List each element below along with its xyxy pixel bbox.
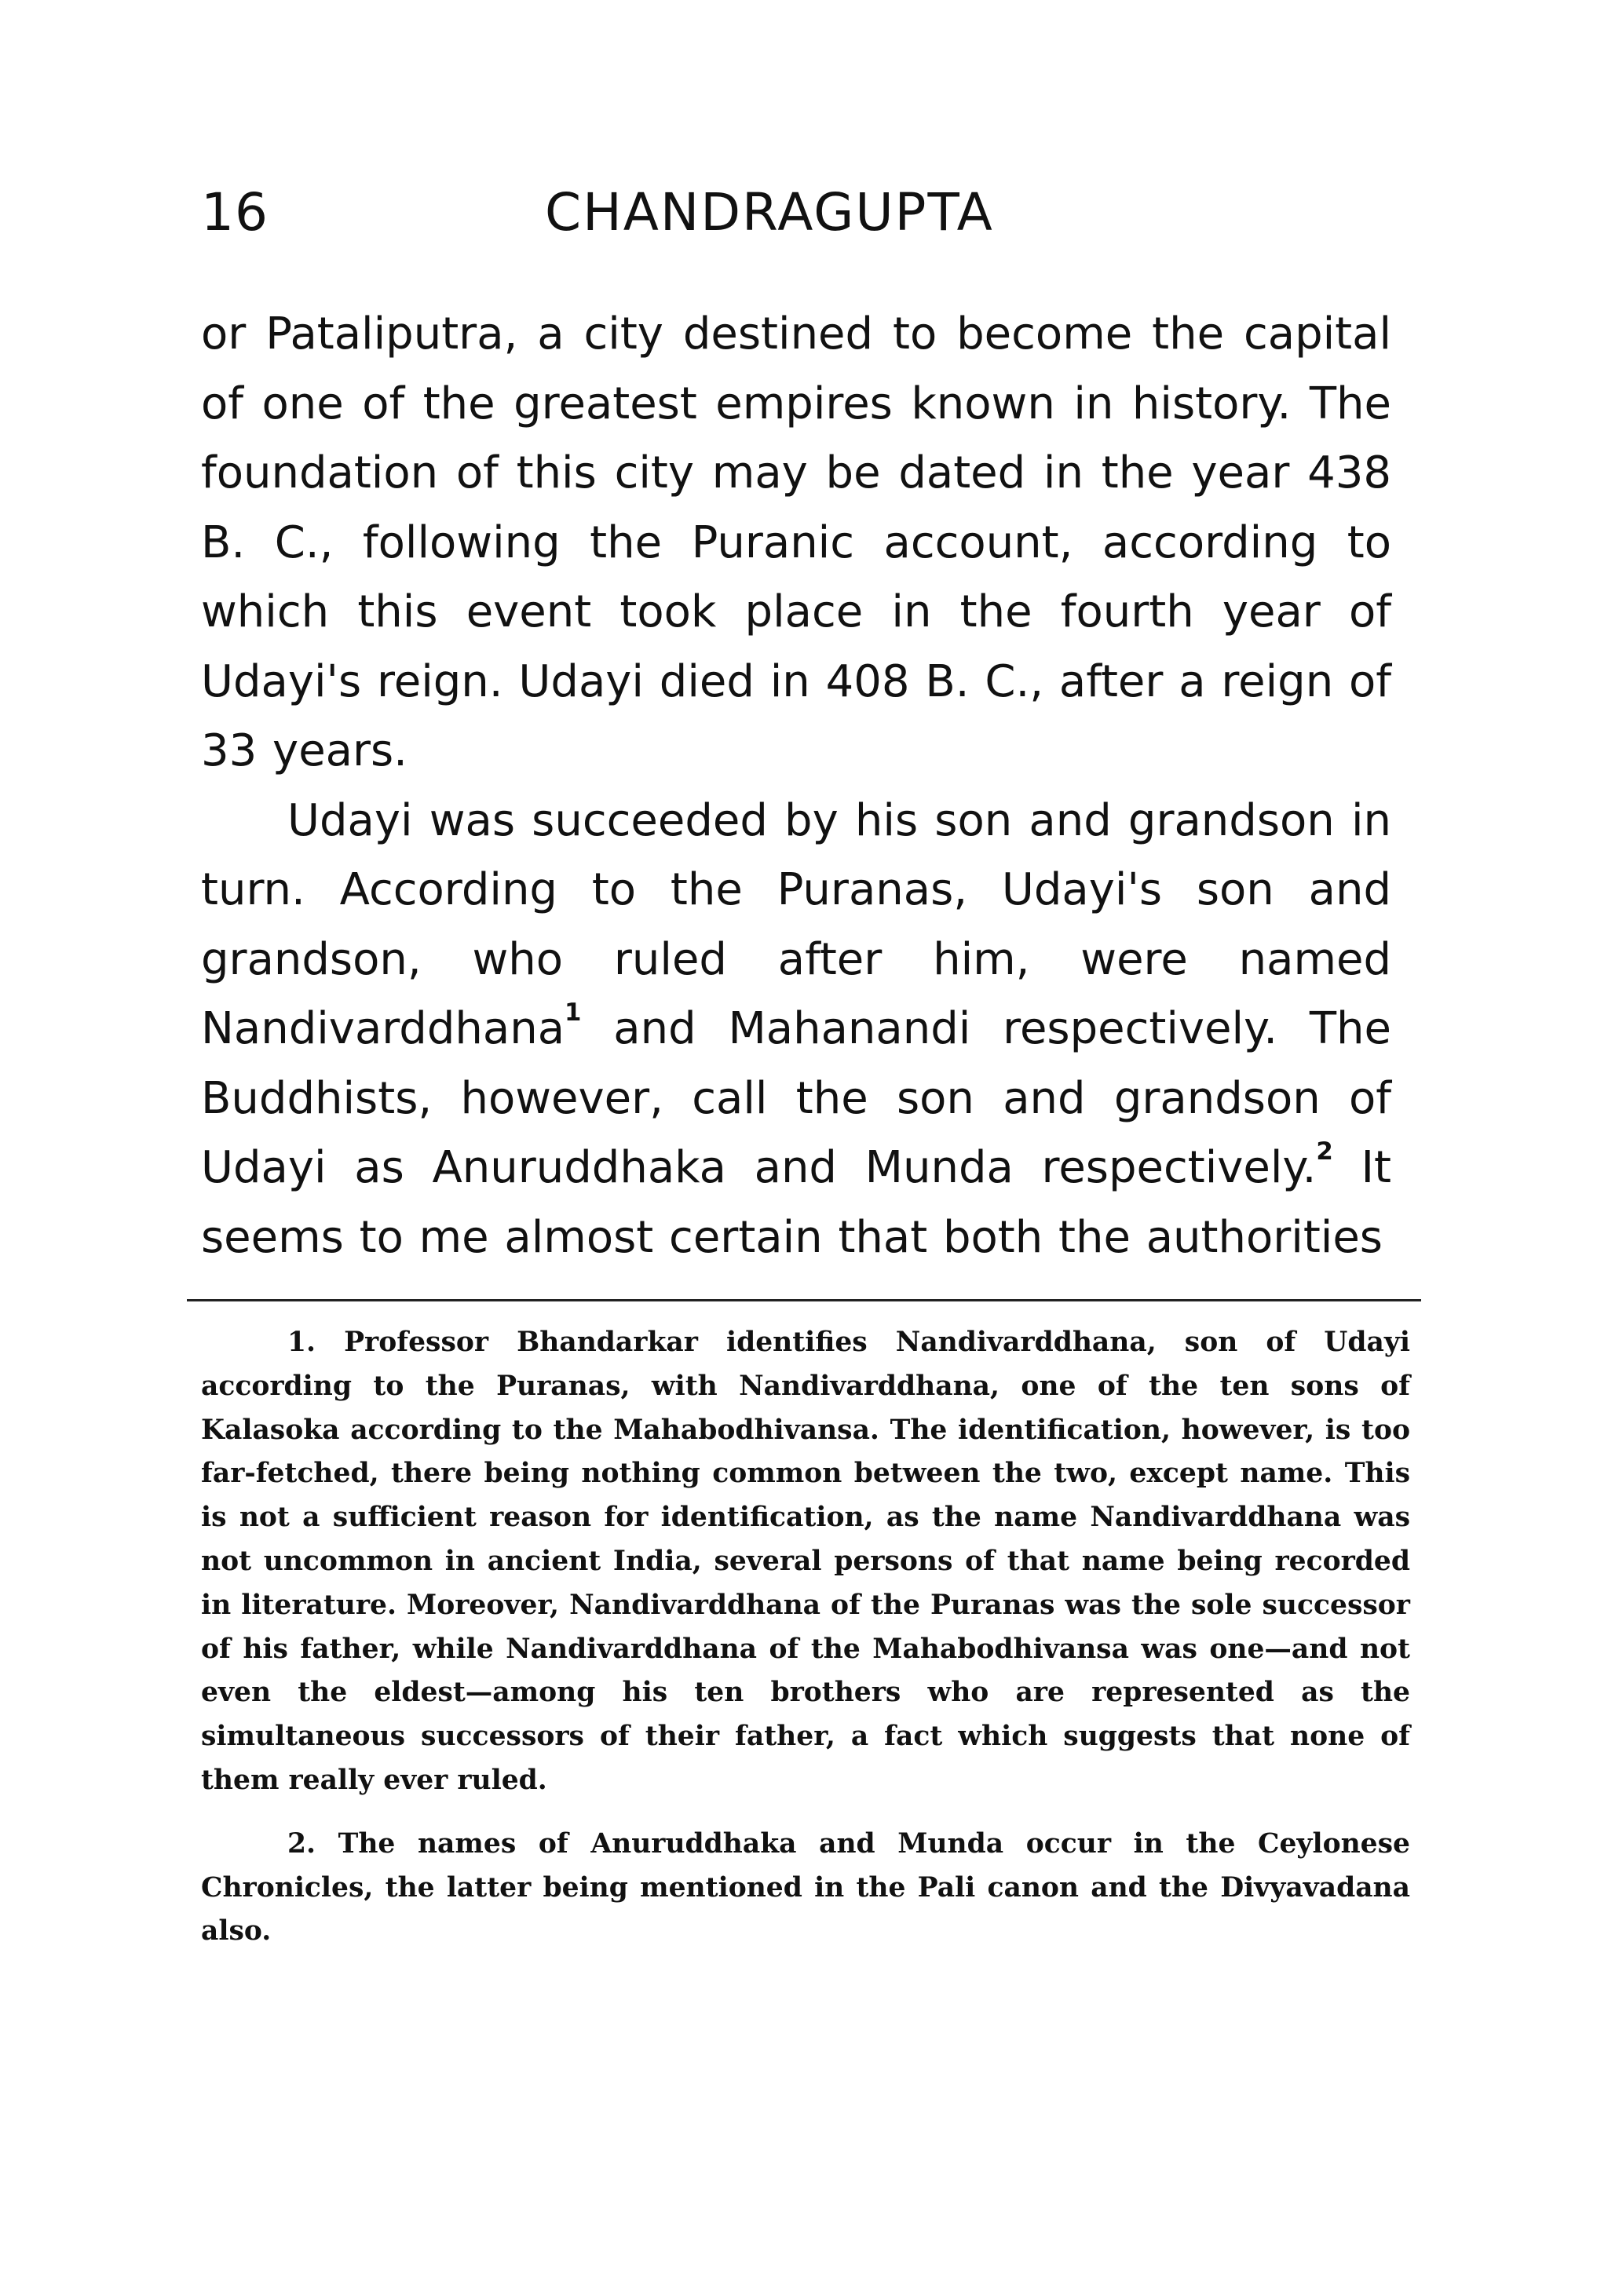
paragraph-1: or Pataliputra, a city destined to become the capital of one of the greatest empires known in history. The foundation of this city may be dated in the year 438 B. C., following the Puranic account, according to which this event took place in the fourth year of Udayi's reign. Udayi died in 408 B. C., after a reign of 33 years. [201,308,1391,776]
running-head [201,177,1402,248]
footnote-2-marker: 2. [287,1827,316,1860]
footnote-2 [201,1823,1410,1954]
footnote-reference-1: 1 [565,998,582,1027]
paragraph-2-text-b: and Mahanandi respectively. The Buddhists, however, call the son and grandson of Udayi as Anuruddhaka and Munda respectively. [201,1003,1391,1193]
footnote-1-marker: 1. [287,1327,316,1358]
page-number: 16 [201,182,269,243]
footnote-1-text: Professor Bhandarkar identifies Nandivarddhana, son of Udayi according to the Puranas, with Nandivarddhana, one of the ten sons of Kalasoka according to the Mahabodhivansa. The identification, however, is too far-fetched, there being nothing common between the two, except name. This is not a sufficient reason for identification, as the name Nandivarddhana was not uncommon in ancient India, several persons of that name being recorded in literature. Moreover, Nandivarddhana of the Puranas was the sole successor of his father, while Nandivarddhana of the Mahabodhivansa was one—and not even the eldest—among his ten brothers who are represented as the simultaneous successors of their father, a fact which suggests that none of them really ever ruled. [201,1327,1410,1796]
paragraph-2 [201,787,1391,1273]
footnotes [201,1321,1410,1954]
main-text [201,300,1391,1272]
running-title: CHANDRAGUPTA [545,182,994,243]
footnote-divider [187,1299,1421,1301]
footnote-2-text: The names of Anuruddhaka and Munda occur in the Ceylonese Chronicles, the latter being mentioned in the Pali canon and the Divyavadana also. [201,1827,1410,1947]
footnote-reference-2: 2 [1316,1137,1333,1166]
paragraph-2-text-a: Udayi was succeeded by his son and grandson in turn. According to the Puranas, Udayi's son and grandson, who ruled after him, were named Nandivarddhana [201,794,1391,1054]
paragraph-2-text-c: It seems to me almost certain that both the authorities [201,1142,1392,1263]
footnote-1 [201,1321,1410,1803]
